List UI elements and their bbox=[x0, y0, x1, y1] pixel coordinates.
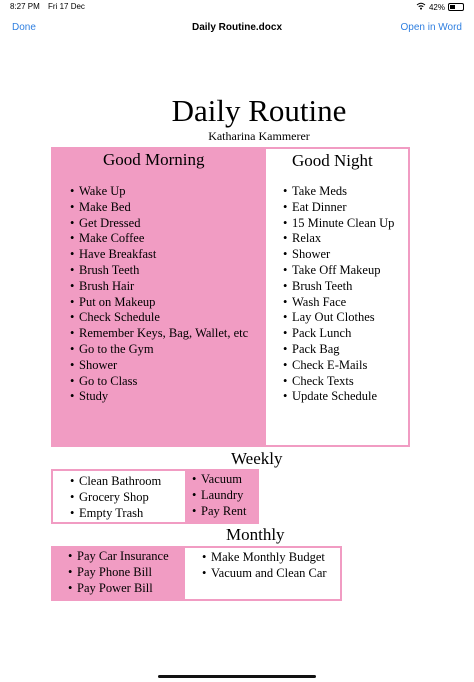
list-item: • Brush Hair bbox=[70, 279, 248, 295]
weekly-heading: Weekly bbox=[231, 449, 283, 468]
document-title: Daily Routine.docx bbox=[191, 22, 282, 33]
monthly-heading: Monthly bbox=[226, 525, 285, 544]
list-item: • Update Schedule bbox=[283, 389, 394, 405]
list-item: • Make Bed bbox=[70, 200, 248, 216]
list-item: • Make Coffee bbox=[70, 231, 248, 247]
good-morning-heading: Good Morning bbox=[103, 150, 205, 169]
list-item: • Vacuum and Clean Car bbox=[202, 566, 327, 582]
monthly-left-list bbox=[68, 549, 169, 596]
list-item: • Eat Dinner bbox=[283, 200, 394, 216]
good-night-heading: Good Night bbox=[292, 151, 373, 170]
list-item: • Pay Phone Bill bbox=[68, 565, 169, 581]
monthly-left-section bbox=[51, 546, 185, 601]
weekly-right-section bbox=[185, 469, 259, 524]
list-item: • Relax bbox=[283, 231, 394, 247]
list-item: • Go to the Gym bbox=[70, 342, 248, 358]
list-item: • Get Dressed bbox=[70, 216, 248, 232]
monthly-right-section bbox=[183, 546, 342, 601]
good-night-section bbox=[264, 147, 410, 447]
list-item: • Take Off Makeup bbox=[283, 263, 394, 279]
open-in-word-button[interactable]: Open in Word bbox=[400, 22, 462, 33]
list-item: • Vacuum bbox=[192, 472, 246, 488]
battery-percent: 42% bbox=[428, 2, 445, 12]
list-item: • Lay Out Clothes bbox=[283, 310, 394, 326]
list-item: • Pay Rent bbox=[192, 504, 246, 520]
doc-author: Katharina Kammerer bbox=[208, 129, 310, 143]
done-button[interactable]: Done bbox=[12, 22, 36, 33]
list-item: • Empty Trash bbox=[70, 506, 161, 522]
list-item: • Grocery Shop bbox=[70, 490, 161, 506]
list-item: • Pack Lunch bbox=[283, 326, 394, 342]
good-morning-section bbox=[51, 147, 266, 447]
list-item: • 15 Minute Clean Up bbox=[283, 216, 394, 232]
list-item: • Put on Makeup bbox=[70, 295, 248, 311]
list-item: • Shower bbox=[283, 247, 394, 263]
list-item: • Shower bbox=[70, 358, 248, 374]
list-item: • Check Schedule bbox=[70, 310, 248, 326]
list-item: • Brush Teeth bbox=[283, 279, 394, 295]
good-morning-list bbox=[70, 184, 248, 405]
battery-icon bbox=[448, 3, 464, 11]
status-date: Fri 17 Dec bbox=[48, 2, 85, 11]
list-item: • Pack Bag bbox=[283, 342, 394, 358]
list-item: • Wake Up bbox=[70, 184, 248, 200]
weekly-left-list bbox=[70, 474, 161, 521]
good-night-list bbox=[283, 184, 394, 405]
list-item: • Brush Teeth bbox=[70, 263, 248, 279]
list-item: • Wash Face bbox=[283, 295, 394, 311]
list-item: • Clean Bathroom bbox=[70, 474, 161, 490]
home-indicator[interactable] bbox=[158, 675, 316, 678]
list-item: • Check E-Mails bbox=[283, 358, 394, 374]
weekly-right-list bbox=[192, 472, 246, 519]
list-item: • Have Breakfast bbox=[70, 247, 248, 263]
list-item: • Go to Class bbox=[70, 374, 248, 390]
list-item: • Pay Car Insurance bbox=[68, 549, 169, 565]
list-item: • Take Meds bbox=[283, 184, 394, 200]
monthly-right-list bbox=[202, 550, 327, 582]
status-time: 8:27 PM bbox=[10, 2, 40, 11]
status-bar bbox=[0, 0, 474, 14]
list-item: • Check Texts bbox=[283, 374, 394, 390]
list-item: • Make Monthly Budget bbox=[202, 550, 327, 566]
weekly-left-section bbox=[51, 469, 187, 524]
list-item: • Study bbox=[70, 389, 248, 405]
list-item: • Remember Keys, Bag, Wallet, etc bbox=[70, 326, 248, 342]
wifi-icon bbox=[416, 2, 426, 12]
nav-bar bbox=[0, 14, 474, 44]
list-item: • Pay Power Bill bbox=[68, 581, 169, 597]
list-item: • Laundry bbox=[192, 488, 246, 504]
doc-title: Daily Routine bbox=[171, 93, 347, 128]
